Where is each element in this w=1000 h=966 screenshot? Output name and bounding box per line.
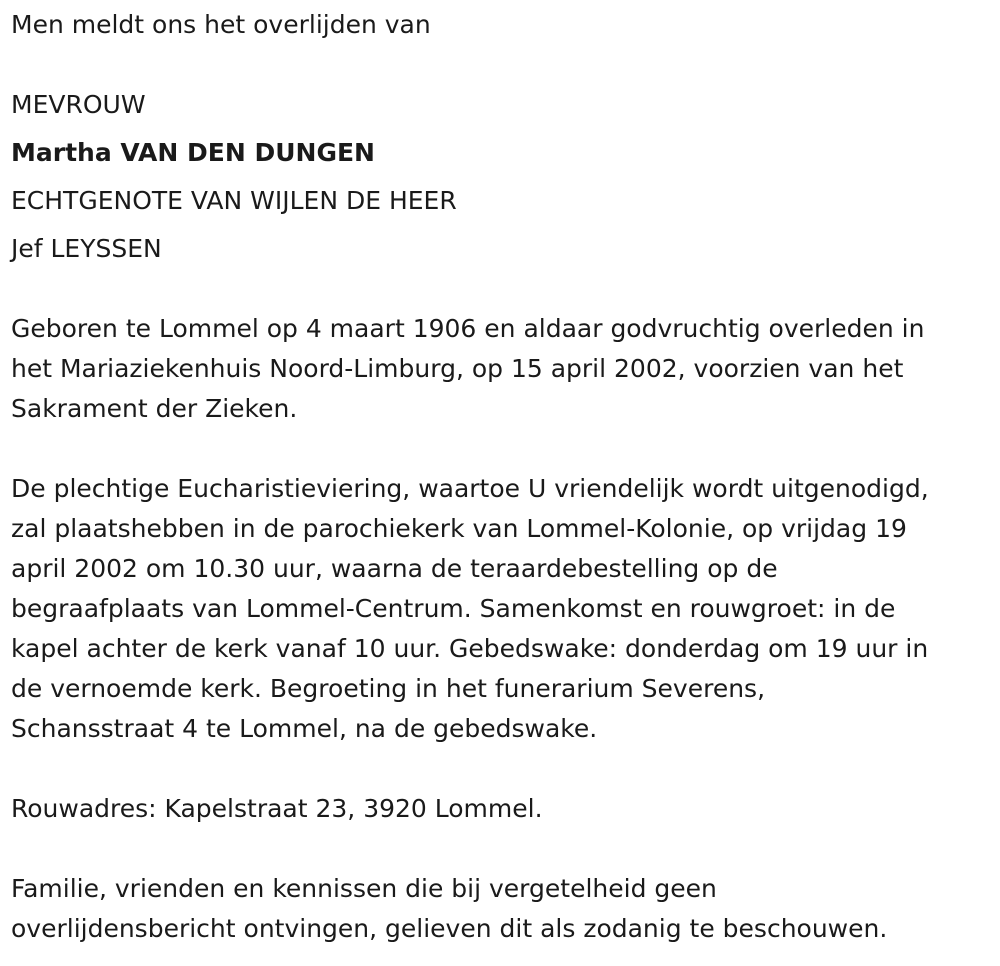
ceremony-paragraph bbox=[11, 469, 929, 749]
ceremony-line: Schansstraat 4 te Lommel, na de gebedswake. bbox=[11, 714, 598, 743]
closing-paragraph bbox=[11, 869, 887, 949]
ceremony-line: zal plaatshebben in de parochiekerk van Lommel-Kolonie, op vrijdag 19 bbox=[11, 514, 907, 543]
closing-line: overlijdensbericht ontvingen, gelieven dit als zodanig te beschouwen. bbox=[11, 914, 888, 943]
ceremony-line: begraafplaats van Lommel-Centrum. Samenkomst en rouwgroet: in de bbox=[11, 594, 896, 623]
ceremony-line: de vernoemde kerk. Begroeting in het funerarium Severens, bbox=[11, 674, 766, 703]
spouse-name: Jef LEYSSEN bbox=[11, 234, 162, 263]
birth-line: Sakrament der Zieken. bbox=[11, 394, 298, 423]
closing-line: Familie, vrienden en kennissen die bij vergetelheid geen bbox=[11, 874, 717, 903]
ceremony-line: De plechtige Eucharistieviering, waartoe U vriendelijk wordt uitgenodigd, bbox=[11, 474, 929, 503]
title-text: MEVROUW bbox=[11, 90, 146, 119]
address-text: Rouwadres: Kapelstraat 23, 3920 Lommel. bbox=[11, 794, 543, 823]
relation-text: ECHTGENOTE VAN WIJLEN DE HEER bbox=[11, 186, 457, 215]
deceased-name: Martha VAN DEN DUNGEN bbox=[11, 138, 375, 167]
birth-paragraph bbox=[11, 309, 924, 429]
intro-text: Men meldt ons het overlijden van bbox=[11, 10, 431, 39]
ceremony-line: april 2002 om 10.30 uur, waarna de teraardebestelling op de bbox=[11, 554, 778, 583]
birth-line: het Mariaziekenhuis Noord-Limburg, op 15 april 2002, voorzien van het bbox=[11, 354, 904, 383]
birth-line: Geboren te Lommel op 4 maart 1906 en aldaar godvruchtig overleden in bbox=[11, 314, 925, 343]
ceremony-line: kapel achter de kerk vanaf 10 uur. Gebedswake: donderdag om 19 uur in bbox=[11, 634, 929, 663]
